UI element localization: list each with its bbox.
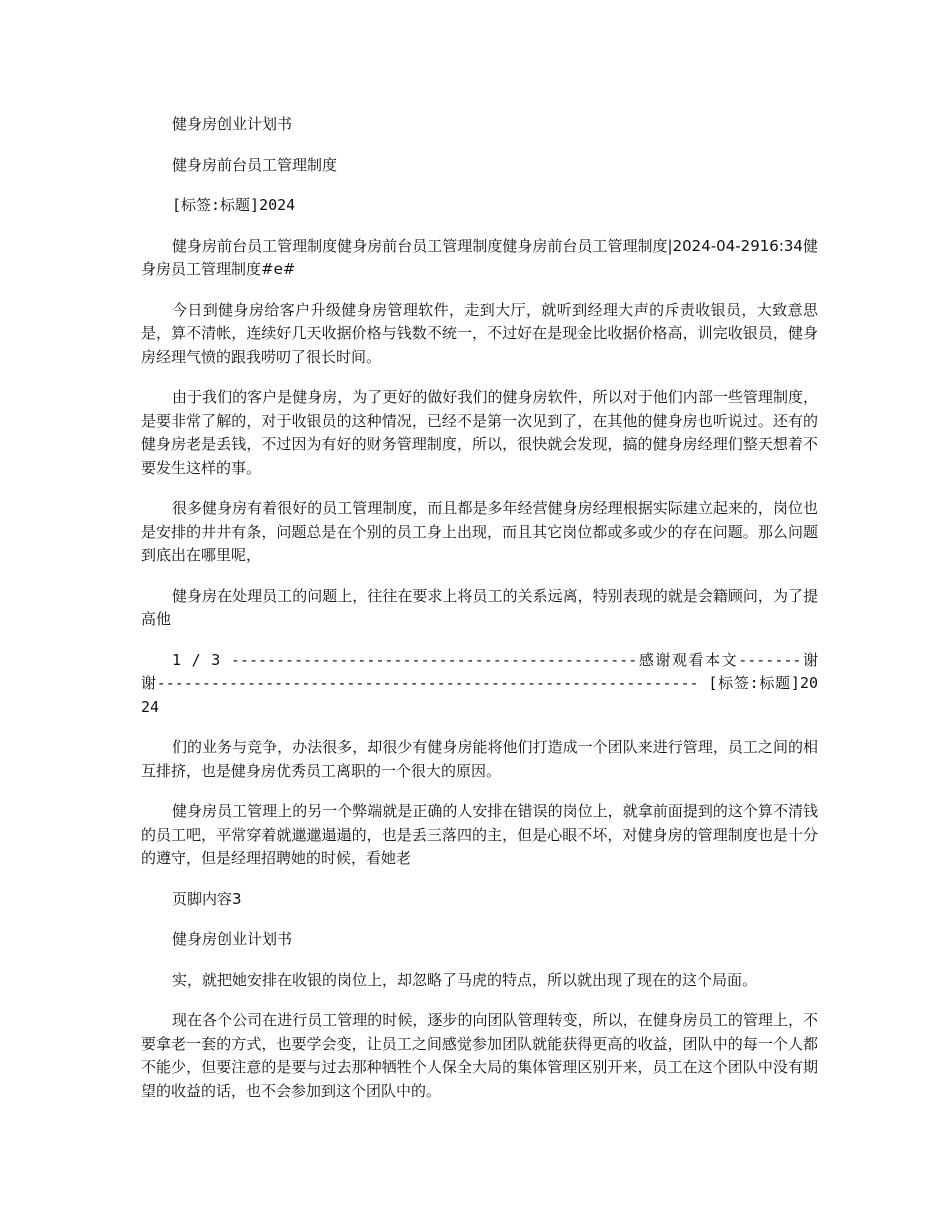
- document-page: [141, 113, 818, 1103]
- intro-line: 健身房前台员工管理制度健身房前台员工管理制度健身房前台员工管理制度|2024-04-2916:34健身房员工管理制度#e#: [141, 236, 818, 278]
- body-paragraph: 实，就把她安排在收银的岗位上，却忽略了马虎的特点，所以就出现了现在的这个局面。: [172, 970, 758, 989]
- body-paragraph: 现在各个公司在进行员工管理的时候，逐步的向团队管理转变，所以，在健身房员工的管理上，不要拿老一套的方式，也要学会变，让员工之间感觉参加团队就能获得更高的收益，团队中的每一个人都不能少，但要注意的是要与过去那种牺牲个人保全大局的集体管理区别开来，员工在这个团队中没有期望的收益的话，也不会参加到这个团队中的。: [141, 1011, 818, 1100]
- document-subtitle: 健身房前台员工管理制度: [172, 155, 338, 174]
- body-paragraph: 很多健身房有着很好的员工管理制度，而且都是多年经营健身房经理根据实际建立起来的，岗位也是安排的井井有条，问题总是在个别的员工身上出现，而且其它岗位都或多或少的存在问题。那么问题到底出在哪里呢，: [141, 499, 818, 564]
- body-paragraph: 们的业务与竞争，办法很多，却很少有健身房能将他们打造成一个团队来进行管理，员工之间的相互排挤，也是健身房优秀员工离职的一个很大的原因。: [141, 738, 818, 780]
- page-break-marker: 1 / 3 ---------------------------------------------感谢观看本文-------谢谢------------------------------------------------------------ [标签:标题]2024: [141, 650, 818, 716]
- tag-line: [标签:标题]2024: [172, 196, 296, 214]
- footer-content: 页脚内容3: [172, 889, 242, 908]
- body-paragraph: 由于我们的客户是健身房，为了更好的做好我们的健身房软件，所以对于他们内部一些管理制度，是要非常了解的，对于收银员的这种情况，已经不是第一次见到了，在其他的健身房也听说过。还有的健身房老是丢钱，不过因为有好的财务管理制度，所以，很快就会发现，搞的健身房经理们整天想着不要发生这样的事。: [141, 388, 818, 477]
- body-paragraph: 健身房在处理员工的问题上，往往在要求上将员工的关系远离，特别表现的就是会籍顾问，为了提高他: [141, 586, 818, 628]
- header-title: 健身房创业计划书: [172, 115, 293, 133]
- body-paragraph: 健身房员工管理上的另一个弊端就是正确的人安排在错误的岗位上，就拿前面提到的这个算不清钱的员工吧，平常穿着就邋邋遢遢的，也是丢三落四的主，但是心眼不坏，对健身房的管理制度也是十分的遵守，但是经理招聘她的时候，看她老: [141, 802, 818, 867]
- header-title-repeat: 健身房创业计划书: [172, 930, 293, 948]
- body-paragraph: 今日到健身房给客户升级健身房管理软件，走到大厅，就听到经理大声的斥责收银员，大致意思是，算不清帐，连续好几天收据价格与钱数不统一，不过好在是现金比收据价格高，训完收银员，健身房经理气愤的跟我唠叨了很长时间。: [141, 300, 818, 366]
